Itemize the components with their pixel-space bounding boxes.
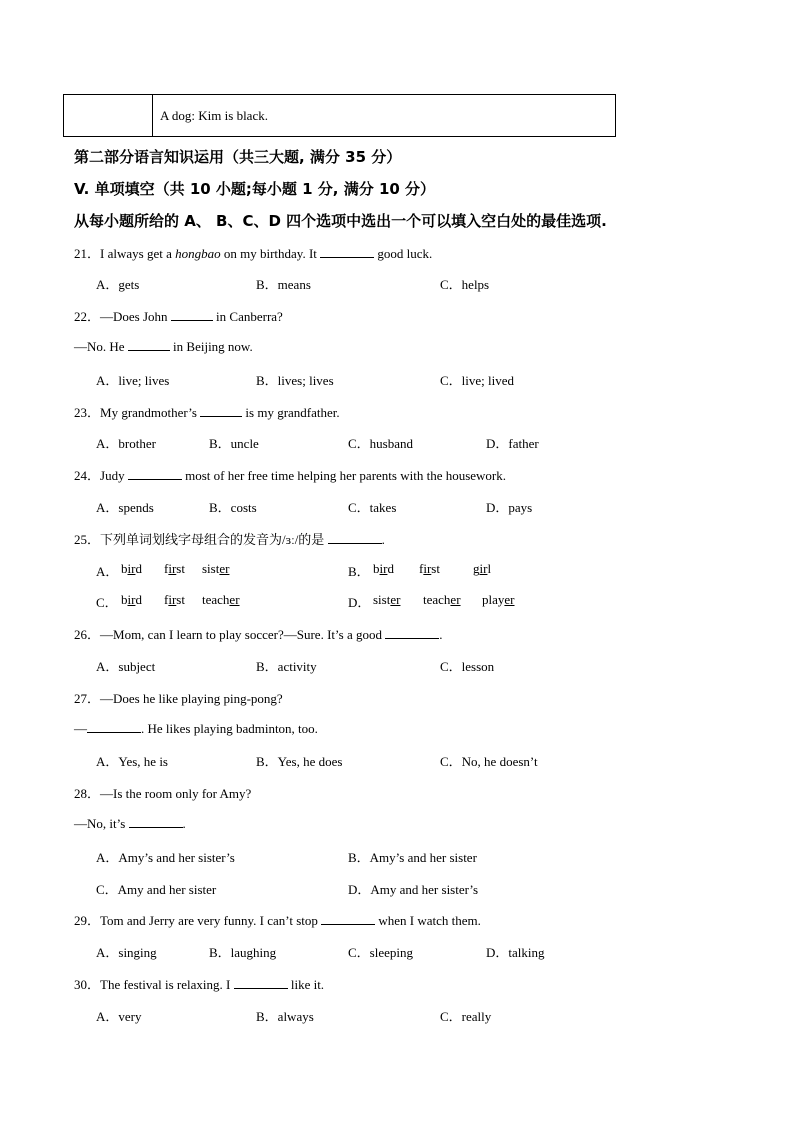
q25-c-word-3: teacher — [202, 592, 240, 607]
q30-option-b[interactable]: B．always — [256, 1009, 314, 1024]
q23-option-b[interactable]: B．uncle — [209, 436, 259, 451]
q22-option-c[interactable]: C．live; lived — [440, 373, 515, 388]
answer-blank — [385, 626, 439, 639]
q27-option-c[interactable]: C．No, he doesn’t — [440, 754, 538, 769]
answer-blank — [128, 338, 170, 351]
q21-option-b[interactable]: B．means — [256, 277, 311, 292]
q29-option-b[interactable]: B．laughing — [209, 945, 277, 960]
question-26: 26．—Mom, can I learn to play soccer?—Sure. It’s a good . — [74, 627, 443, 642]
q24-option-d[interactable]: D．pays — [486, 500, 533, 515]
answer-blank — [129, 815, 183, 828]
q27-option-b[interactable]: B．Yes, he does — [256, 754, 343, 769]
question-30: 30．The festival is relaxing. I like it. — [74, 977, 325, 992]
q25-b-word-1: bird — [373, 561, 394, 576]
section-instruction: 从每小题所给的 A、 B、C、D 四个选项中选出一个可以填入空白处的最佳选项. — [74, 212, 607, 230]
q21-option-c[interactable]: C．helps — [440, 277, 490, 292]
q26-option-b[interactable]: B．activity — [256, 659, 317, 674]
q29-option-c[interactable]: C．sleeping — [348, 945, 413, 960]
q28-option-a[interactable]: A．Amy’s and her sister’s — [96, 850, 235, 865]
q22-option-b[interactable]: B．lives; lives — [256, 373, 334, 388]
answer-blank — [87, 720, 141, 733]
q28-option-b[interactable]: B．Amy’s and her sister — [348, 850, 477, 865]
q25-a-word-2: first — [164, 561, 185, 576]
q26-option-a[interactable]: A．subject — [96, 659, 156, 674]
q25-option-b[interactable]: B． — [348, 564, 370, 579]
q25-option-a[interactable]: A． — [96, 564, 119, 579]
answer-table — [63, 94, 616, 137]
q25-a-word-3: sister — [202, 561, 230, 576]
q29-option-d[interactable]: D．talking — [486, 945, 545, 960]
question-29: 29．Tom and Jerry are very funny. I can’t stop when I watch them. — [74, 913, 481, 928]
answer-blank — [234, 976, 288, 989]
q28-option-d[interactable]: D．Amy and her sister’s — [348, 882, 479, 897]
question-27-reply: — . He likes playing badminton, too. — [74, 721, 318, 736]
q24-option-a[interactable]: A．spends — [96, 500, 154, 515]
question-21: 21．I always get a hongbao on my birthday. It good luck. — [74, 246, 433, 261]
q30-option-c[interactable]: C．really — [440, 1009, 492, 1024]
answer-blank — [128, 467, 182, 480]
question-28-reply: —No, it’s . — [74, 816, 186, 831]
q29-option-a[interactable]: A．singing — [96, 945, 157, 960]
table-cell-text: A dog: Kim is black. — [160, 108, 268, 123]
section-subtitle: V. 单项填空（共 10 小题;每小题 1 分, 满分 10 分） — [74, 180, 436, 198]
question-22-reply: —No. He in Beijing now. — [74, 339, 253, 354]
q25-b-word-3: girl — [473, 561, 492, 576]
q25-option-c[interactable]: C． — [96, 595, 118, 610]
q28-option-c[interactable]: C．Amy and her sister — [96, 882, 217, 897]
q30-option-a[interactable]: A．very — [96, 1009, 142, 1024]
q25-d-word-1: sister — [373, 592, 401, 607]
q23-option-c[interactable]: C．husband — [348, 436, 414, 451]
q24-option-b[interactable]: B．costs — [209, 500, 257, 515]
answer-blank — [320, 245, 374, 258]
q24-option-c[interactable]: C．takes — [348, 500, 397, 515]
part-title: 第二部分语言知识运用（共三大题, 满分 35 分） — [74, 148, 402, 166]
q25-d-word-3: player — [482, 592, 515, 607]
q25-b-word-2: first — [419, 561, 440, 576]
question-27: 27．—Does he like playing ping-pong? — [74, 691, 283, 706]
question-25: 25．下列单词划线字母组合的发音为/ɜː/的是 . — [74, 532, 385, 547]
q25-c-word-1: bird — [121, 592, 142, 607]
answer-blank — [328, 531, 382, 544]
q25-d-word-2: teacher — [423, 592, 461, 607]
q25-a-word-1: bird — [121, 561, 142, 576]
answer-blank — [200, 404, 242, 417]
question-24: 24．Judy most of her free time helping her parents with the housework. — [74, 468, 507, 483]
q22-option-a[interactable]: A．live; lives — [96, 373, 170, 388]
answer-blank — [321, 912, 375, 925]
q23-option-a[interactable]: A．brother — [96, 436, 156, 451]
q25-c-word-2: first — [164, 592, 185, 607]
q26-option-c[interactable]: C．lesson — [440, 659, 495, 674]
question-23: 23．My grandmother’s is my grandfather. — [74, 405, 340, 420]
question-28: 28．—Is the room only for Amy? — [74, 786, 252, 801]
q21-option-a[interactable]: A．gets — [96, 277, 140, 292]
question-22: 22．—Does John in Canberra? — [74, 309, 283, 324]
q27-option-a[interactable]: A．Yes, he is — [96, 754, 168, 769]
q23-option-d[interactable]: D．father — [486, 436, 539, 451]
table-cell-empty — [64, 95, 153, 136]
q25-option-d[interactable]: D． — [348, 595, 371, 610]
answer-blank — [171, 308, 213, 321]
